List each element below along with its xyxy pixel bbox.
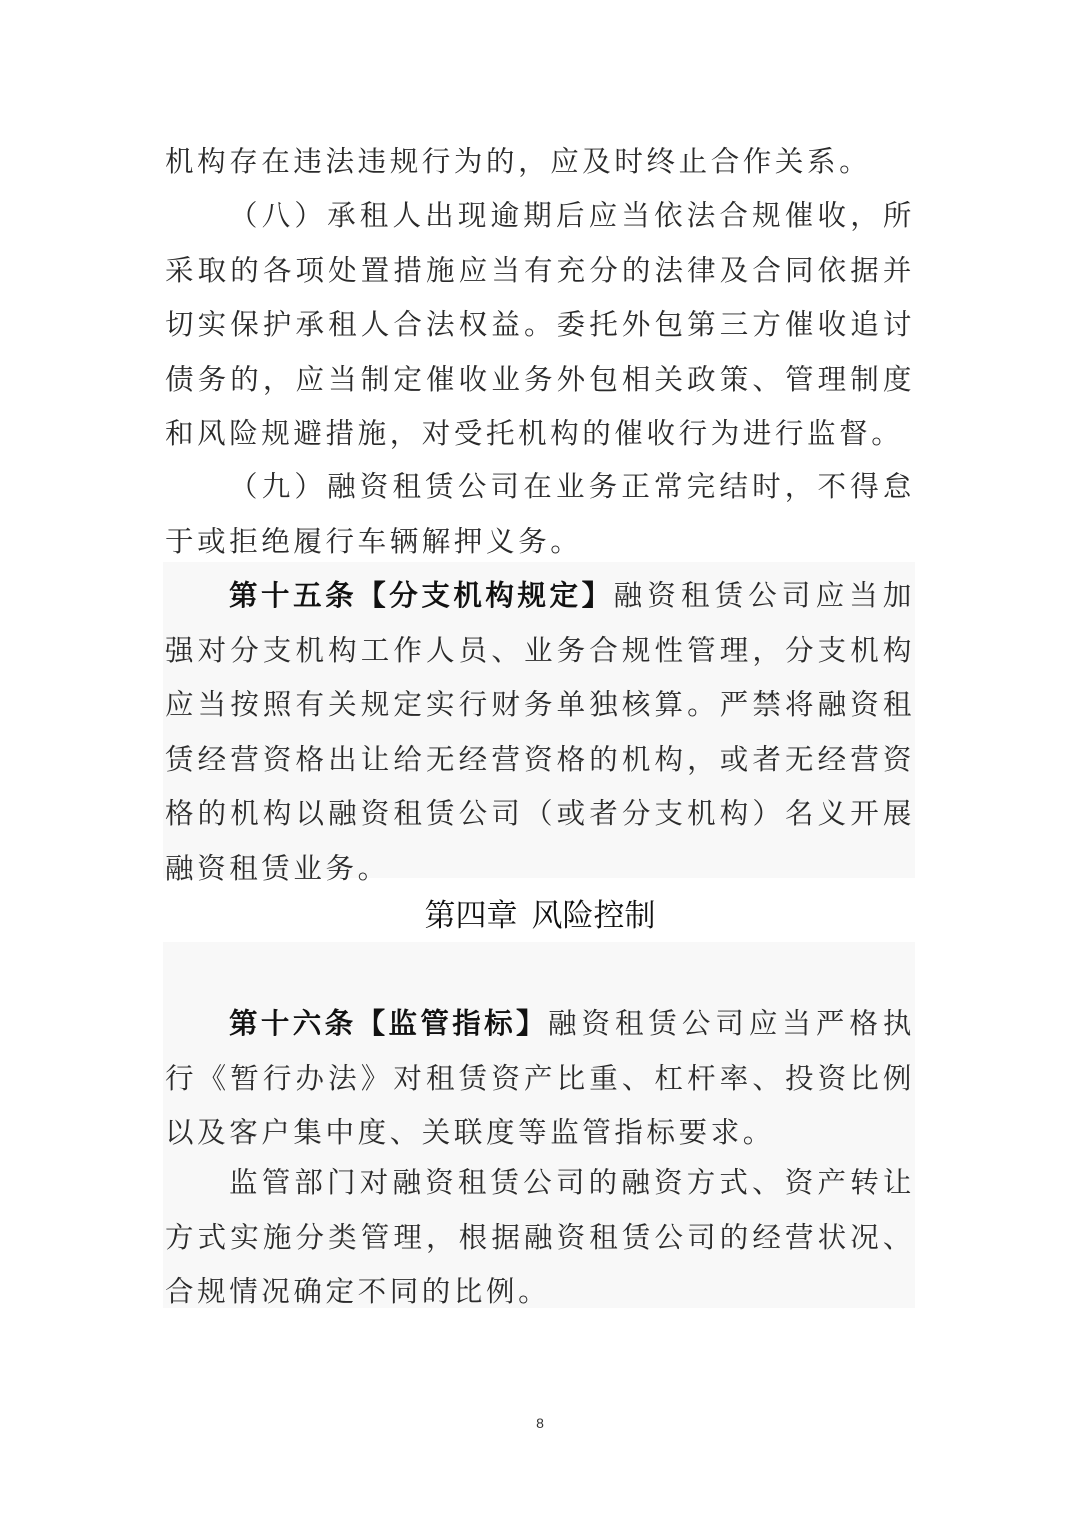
paragraph-continued: 机构存在违法违规行为的，应及时终止合作关系。 — [165, 145, 872, 178]
chapter-title — [0, 890, 1080, 935]
paragraph-item-9: （九）融资租赁公司在业务正常完结时，不得怠于或拒绝履行车辆解押义务。 — [165, 470, 915, 558]
paragraph-article-16-second: 监管部门对融资租赁公司的融资方式、资产转让方式实施分类管理，根据融资租赁公司的经营状况、合规情况确定不同的比例。 — [165, 1166, 915, 1308]
article-16-heading: 第十六条【监管指标】 — [229, 1006, 548, 1040]
page-number: 8 — [536, 1415, 544, 1431]
article-16-body: 融资租赁公司应当严格执行《暂行办法》对租赁资产比重、杠杆率、投资比例以及客户集中度、关联度等监管指标要求。 — [165, 1007, 915, 1149]
paragraph-article-15 — [165, 568, 915, 896]
chapter-number: 第四章 — [424, 898, 518, 934]
article-15-heading: 第十五条【分支机构规定】 — [229, 578, 614, 612]
paragraph-item-8: （八）承租人出现逾期后应当依法合规催收，所采取的各项处置措施应当有充分的法律及合同依据并切实保护承租人合法权益。委托外包第三方催收追讨债务的，应当制定催收业务外包相关政策、管理制度和风险规避措施，对受托机构的催收行为进行监督。 — [165, 199, 915, 450]
chapter-name: 风险控制 — [531, 898, 656, 934]
article-15-body: 融资租赁公司应当加强对分支机构工作人员、业务合规性管理，分支机构应当按照有关规定实行财务单独核算。严禁将融资租赁经营资格出让给无经营资格的机构，或者无经营资格的机构以融资租赁公司（或者分支机构）名义开展融资租赁业务。 — [165, 579, 915, 885]
paragraph-article-16 — [165, 996, 915, 1161]
